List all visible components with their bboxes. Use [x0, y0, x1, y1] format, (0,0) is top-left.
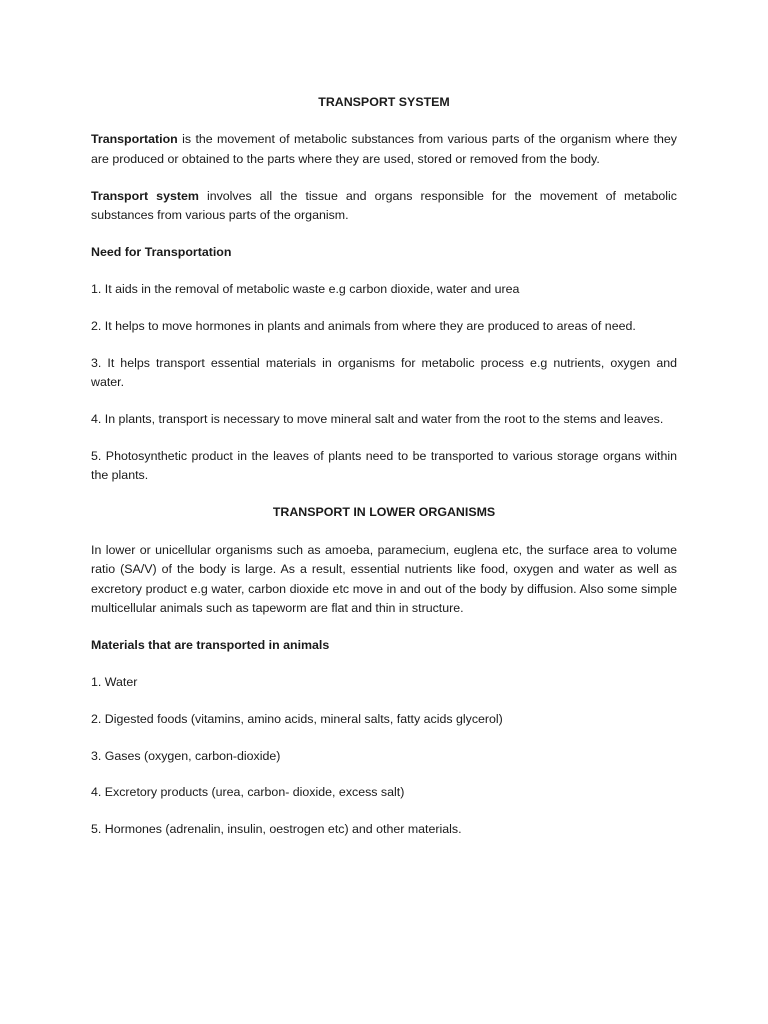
materials-item-4: 4. Excretory products (urea, carbon- dioxide, excess salt) [91, 785, 405, 800]
need-heading: Need for Transportation [91, 245, 232, 260]
need-item-5: 5. Photosynthetic product in the leaves of plants need to be transported to various storage organs within the plants. [91, 448, 677, 483]
need-item-1: 1. It aids in the removal of metabolic waste e.g carbon dioxide, water and urea [91, 281, 520, 296]
need-item-2: 2. It helps to move hormones in plants and animals from where they are produced to areas of need. [91, 318, 636, 333]
materials-item-3: 3. Gases (oxygen, carbon-dioxide) [91, 748, 281, 763]
materials-heading: Materials that are transported in animals [91, 637, 330, 652]
lower-organisms-paragraph: In lower or unicellular organisms such as amoeba, paramecium, euglena etc, the surface area to volume ratio (SA/V) of the body is large. As a result, essential nutrients like food, oxygen and water as well as excretory product e.g water, carbon dioxide etc move in and out of the body by diffusion. Also some simple multicellular animals such as tapeworm are flat and thin in structure. [91, 542, 677, 615]
document-title: TRANSPORT SYSTEM [318, 95, 450, 109]
document-page [91, 93, 677, 857]
term-transport-system: Transport system [91, 188, 199, 203]
lower-organisms-heading: TRANSPORT IN LOWER ORGANISMS [272, 505, 496, 520]
need-item-3: 3. It helps transport essential materials in organisms for metabolic process e.g nutrients, oxygen and water. [91, 355, 677, 390]
need-item-4: 4. In plants, transport is necessary to move mineral salt and water from the root to the stems and leaves. [91, 412, 664, 427]
materials-item-5: 5. Hormones (adrenalin, insulin, oestrogen etc) and other materials. [91, 822, 462, 837]
definition-text: involves all the tissue and organs responsible for the movement of metabolic substances from various parts of the organism. [91, 188, 678, 223]
term-transportation: Transportation [91, 132, 178, 147]
materials-item-2: 2. Digested foods (vitamins, amino acids, mineral salts, fatty acids glycerol) [91, 711, 503, 726]
definition-transport-system [91, 187, 677, 226]
definition-text: is the movement of metabolic substances from various parts of the organism where they are produced or obtained to the parts where they are used, stored or removed from the body. [91, 132, 677, 166]
materials-item-1: 1. Water [91, 674, 138, 689]
definition-transportation [91, 130, 677, 169]
